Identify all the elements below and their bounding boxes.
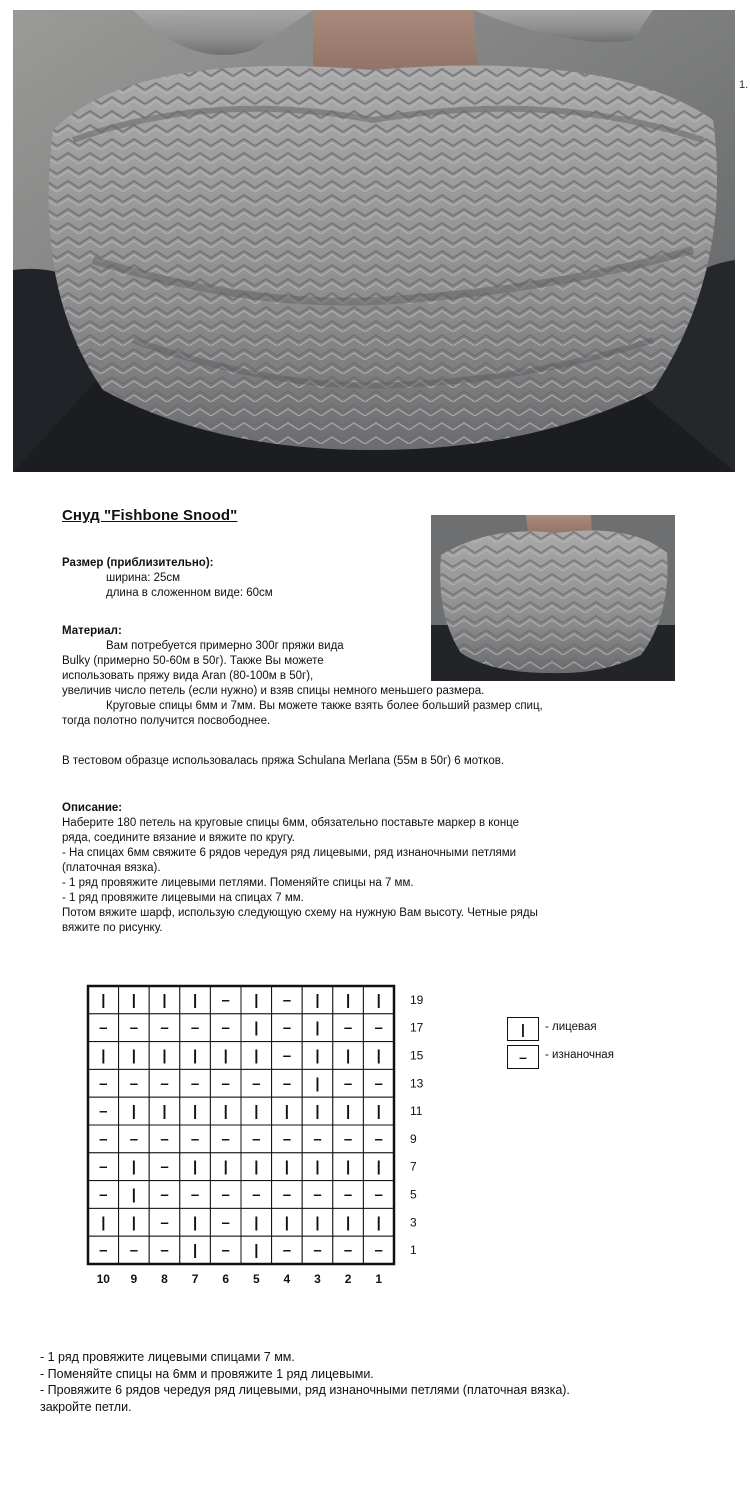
- purl-stitch-symbol: –: [99, 1075, 108, 1093]
- knit-stitch-symbol: |: [315, 1019, 320, 1037]
- description-section: [62, 801, 538, 936]
- knit-stitch-symbol: |: [192, 1103, 198, 1121]
- purl-stitch-symbol: –: [221, 1130, 230, 1148]
- purl-stitch-symbol: –: [99, 1019, 108, 1037]
- purl-stitch-symbol: –: [160, 1242, 169, 1260]
- knit-stitch-symbol: |: [254, 1103, 259, 1121]
- material-line: использовать пряжу вида Aran (80-100м в 50г),: [62, 670, 314, 682]
- knit-stitch-symbol: |: [315, 1075, 320, 1093]
- footer-line: - 1 ряд провяжите лицевыми спицами 7 мм.: [40, 1350, 295, 1364]
- knit-stitch-symbol: |: [223, 1103, 228, 1121]
- purl-stitch-symbol: –: [129, 1019, 139, 1037]
- description-line: - 1 ряд провяжите лицевыми петлями. Поменяйте спицы на 7 мм.: [62, 877, 414, 889]
- row-label: 7: [410, 1159, 417, 1174]
- description-heading: Описание:: [62, 802, 123, 814]
- knit-stitch-symbol: |: [131, 1158, 137, 1176]
- purl-stitch-symbol: –: [282, 991, 292, 1009]
- purl-stitch-symbol: –: [160, 1075, 169, 1093]
- purl-stitch-symbol: –: [374, 1186, 383, 1204]
- purl-stitch-symbol: –: [160, 1019, 169, 1037]
- knit-symbol: |: [507, 1017, 539, 1041]
- footer-line: - Поменяйте спицы на 6мм и провяжите 1 ряд лицевыми.: [40, 1366, 374, 1381]
- purl-stitch-symbol: –: [221, 1075, 230, 1093]
- purl-stitch-symbol: –: [252, 1075, 261, 1093]
- knit-stitch-symbol: |: [131, 1186, 137, 1204]
- purl-stitch-symbol: –: [282, 1242, 292, 1260]
- knit-stitch-symbol: |: [254, 1214, 259, 1232]
- purl-stitch-symbol: –: [374, 1130, 383, 1148]
- knitting-chart: [80, 980, 460, 1290]
- knit-stitch-symbol: |: [254, 1242, 259, 1260]
- knit-stitch-symbol: |: [315, 991, 320, 1009]
- material-heading: Материал:: [62, 625, 122, 637]
- purl-stitch-symbol: –: [313, 1130, 322, 1148]
- purl-stitch-symbol: –: [221, 991, 230, 1009]
- column-label: 8: [161, 1272, 168, 1286]
- purl-stitch-symbol: –: [160, 1186, 169, 1204]
- purl-stitch-symbol: –: [313, 1242, 322, 1260]
- knit-stitch-symbol: |: [345, 1214, 351, 1232]
- material-line: Вам потребуется примерно 300г пряжи вида: [106, 640, 344, 652]
- knit-stitch-symbol: |: [101, 1047, 106, 1065]
- knit-stitch-symbol: |: [192, 1242, 198, 1260]
- purl-stitch-symbol: –: [374, 1019, 383, 1037]
- test-note: В тестовом образце использовалась пряжа Schulana Merlana (55м в 50г) 6 мотков.: [62, 755, 505, 767]
- footer-line: закройте петли.: [40, 1399, 132, 1414]
- description-line: Потом вяжите шарф, использую следующую схему на нужную Вам высоту. Четные ряды: [62, 907, 538, 919]
- legend-label: - изнаночная: [545, 1049, 614, 1061]
- knit-stitch-symbol: |: [101, 991, 106, 1009]
- knit-stitch-symbol: |: [315, 1158, 320, 1176]
- purl-stitch-symbol: –: [374, 1075, 383, 1093]
- knit-stitch-symbol: |: [131, 1103, 137, 1121]
- purl-stitch-symbol: –: [160, 1158, 169, 1176]
- knitting-chart-grid: [80, 980, 460, 1290]
- knit-stitch-symbol: |: [345, 1047, 351, 1065]
- purl-stitch-symbol: –: [129, 1075, 139, 1093]
- purl-stitch-symbol: –: [343, 1075, 353, 1093]
- size-width: ширина: 25см: [106, 572, 181, 584]
- knit-stitch-symbol: |: [254, 1019, 259, 1037]
- knit-stitch-symbol: |: [315, 1214, 320, 1232]
- row-label: 9: [410, 1131, 417, 1146]
- purl-stitch-symbol: –: [99, 1242, 108, 1260]
- row-label: 11: [410, 1104, 423, 1119]
- column-label: 2: [344, 1272, 352, 1286]
- knit-stitch-symbol: |: [162, 1047, 167, 1065]
- purl-stitch-symbol: –: [160, 1214, 169, 1232]
- column-label: 9: [130, 1272, 138, 1286]
- description-line: - 1 ряд провяжите лицевыми на спицах 7 мм.: [62, 892, 304, 904]
- knit-stitch-symbol: |: [254, 1047, 259, 1065]
- knit-stitch-symbol: |: [376, 1047, 381, 1065]
- column-label: 10: [96, 1272, 110, 1286]
- description-line: вяжите по рисунку.: [62, 922, 163, 934]
- snood-photo-illustration: [13, 10, 735, 472]
- knit-stitch-symbol: |: [223, 1158, 228, 1176]
- knit-stitch-symbol: |: [345, 1158, 351, 1176]
- size-heading: Размер (приблизительно):: [62, 557, 214, 569]
- knit-stitch-symbol: |: [284, 1214, 290, 1232]
- knit-stitch-symbol: |: [192, 1158, 198, 1176]
- column-label: 7: [191, 1272, 199, 1286]
- knit-stitch-symbol: |: [254, 1158, 259, 1176]
- knit-stitch-symbol: |: [254, 991, 259, 1009]
- purl-stitch-symbol: –: [160, 1130, 169, 1148]
- purl-stitch-symbol: –: [343, 1019, 353, 1037]
- purl-stitch-symbol: –: [221, 1242, 230, 1260]
- knit-stitch-symbol: |: [192, 1047, 198, 1065]
- column-label: 6: [222, 1272, 230, 1286]
- purl-stitch-symbol: –: [129, 1130, 139, 1148]
- footer-line: - Провяжите 6 рядов чередуя ряд лицевыми, ряд изнаночными петлями (платочная вязка).: [40, 1383, 570, 1397]
- knit-stitch-symbol: |: [284, 1158, 290, 1176]
- material-line: Bulky (примерно 50-60м в 50г). Также Вы можете: [62, 655, 324, 667]
- pattern-title: Снуд "Fishbone Snood": [62, 507, 238, 524]
- row-label: 17: [410, 1020, 424, 1035]
- row-label: 15: [410, 1048, 424, 1063]
- purl-stitch-symbol: –: [282, 1075, 292, 1093]
- size-section: [62, 556, 273, 601]
- purl-stitch-symbol: –: [343, 1130, 353, 1148]
- knit-stitch-symbol: |: [101, 1214, 106, 1232]
- purl-stitch-symbol: –: [190, 1019, 200, 1037]
- knit-stitch-symbol: |: [345, 1103, 351, 1121]
- purl-stitch-symbol: –: [282, 1130, 292, 1148]
- row-label: 1: [410, 1243, 417, 1258]
- column-label: 3: [314, 1272, 321, 1286]
- knit-stitch-symbol: |: [376, 1158, 381, 1176]
- purl-stitch-symbol: –: [282, 1019, 292, 1037]
- knit-stitch-symbol: |: [315, 1103, 320, 1121]
- purl-stitch-symbol: –: [99, 1186, 108, 1204]
- legend-label: - лицевая: [545, 1021, 597, 1033]
- purl-stitch-symbol: –: [282, 1047, 292, 1065]
- knit-stitch-symbol: |: [223, 1047, 228, 1065]
- knit-stitch-symbol: |: [131, 991, 137, 1009]
- purl-stitch-symbol: –: [221, 1214, 230, 1232]
- knit-stitch-symbol: |: [284, 1103, 290, 1121]
- finishing-instructions: [40, 1349, 570, 1415]
- description-line: (платочная вязка).: [62, 862, 161, 874]
- material-line: тогда полотно получится посвободнее.: [62, 715, 271, 727]
- purl-stitch-symbol: –: [343, 1242, 353, 1260]
- purl-stitch-symbol: –: [252, 1186, 261, 1204]
- knit-stitch-symbol: |: [345, 991, 351, 1009]
- description-line: ряда, соедините вязание и вяжите по кругу.: [62, 832, 295, 844]
- purl-stitch-symbol: –: [190, 1130, 200, 1148]
- purl-symbol: –: [507, 1045, 539, 1069]
- knit-stitch-symbol: |: [131, 1214, 137, 1232]
- purl-stitch-symbol: –: [343, 1186, 353, 1204]
- purl-stitch-symbol: –: [99, 1130, 108, 1148]
- row-label: 5: [410, 1187, 417, 1202]
- knit-stitch-symbol: |: [192, 991, 198, 1009]
- knit-stitch-symbol: |: [131, 1047, 137, 1065]
- row-label: 13: [410, 1076, 424, 1091]
- purl-stitch-symbol: –: [252, 1130, 261, 1148]
- purl-stitch-symbol: –: [99, 1103, 108, 1121]
- knit-stitch-symbol: |: [376, 991, 381, 1009]
- row-label: 19: [410, 992, 424, 1007]
- page-marker: 1.: [739, 79, 749, 91]
- material-line: увеличив число петель (если нужно) и взяв спицы немного меньшего размера.: [62, 685, 485, 697]
- column-label: 5: [252, 1272, 260, 1286]
- knit-stitch-symbol: |: [162, 1103, 167, 1121]
- purl-stitch-symbol: –: [221, 1019, 230, 1037]
- description-line: Наберите 180 петель на круговые спицы 6мм, обязательно поставьте маркер в конце: [62, 817, 520, 829]
- size-length: длина в сложенном виде: 60см: [106, 587, 273, 599]
- row-label: 3: [410, 1215, 417, 1230]
- knit-stitch-symbol: |: [192, 1214, 198, 1232]
- description-line: - На спицах 6мм свяжите 6 рядов чередуя ряд лицевыми, ряд изнаночными петлями: [62, 847, 517, 859]
- hero-photo: [13, 10, 735, 472]
- column-label: 4: [283, 1272, 291, 1286]
- purl-stitch-symbol: –: [190, 1186, 200, 1204]
- knit-stitch-symbol: |: [376, 1103, 381, 1121]
- material-section: [62, 624, 543, 729]
- purl-stitch-symbol: –: [374, 1242, 383, 1260]
- knit-stitch-symbol: |: [315, 1047, 320, 1065]
- purl-stitch-symbol: –: [99, 1158, 108, 1176]
- purl-stitch-symbol: –: [313, 1186, 322, 1204]
- knit-stitch-symbol: |: [376, 1214, 381, 1232]
- purl-stitch-symbol: –: [282, 1186, 292, 1204]
- knit-stitch-symbol: |: [162, 991, 167, 1009]
- material-line: Круговые спицы 6мм и 7мм. Вы можете также взять более больший размер спиц,: [106, 700, 543, 712]
- purl-stitch-symbol: –: [221, 1186, 230, 1204]
- purl-stitch-symbol: –: [129, 1242, 139, 1260]
- column-label: 1: [375, 1272, 383, 1286]
- purl-stitch-symbol: –: [190, 1075, 200, 1093]
